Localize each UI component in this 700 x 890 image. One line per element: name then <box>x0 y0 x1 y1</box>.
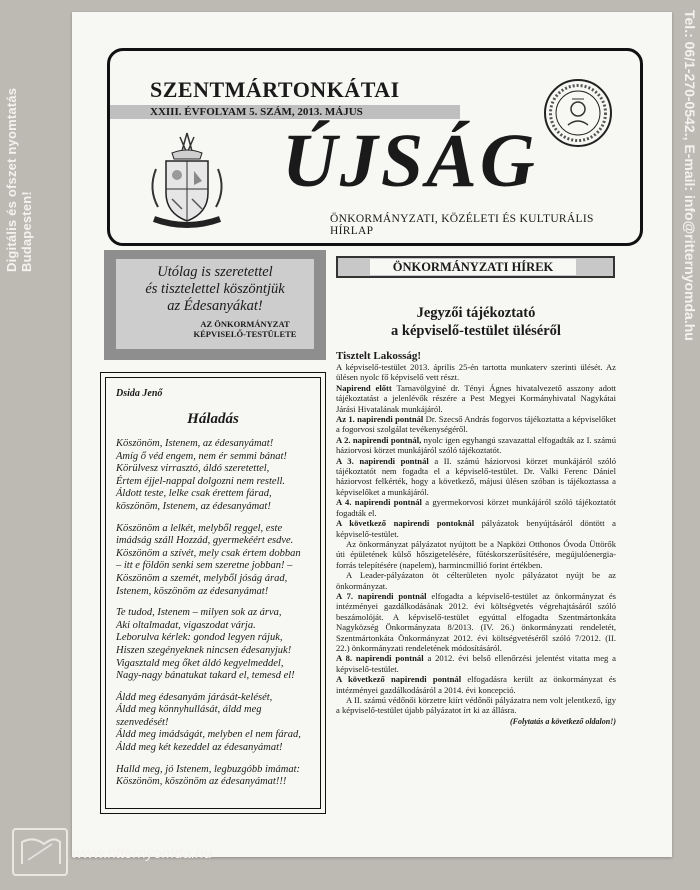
article-paragraph <box>336 414 616 435</box>
article-paragraph <box>336 362 616 383</box>
poem-inner <box>105 377 321 809</box>
section-title: ÖNKORMÁNYZATI HÍREK <box>370 259 576 275</box>
poem-line: Leborulva kérlek: gondod legyen rájuk, <box>116 632 283 644</box>
watermark-right-text: Tel.: 06/1-270-0542., E-mail: info@ritternyomda.hu <box>682 10 698 341</box>
paragraph-text: pályázatok benyújtásáról döntött a képviselő-testület. <box>336 518 616 539</box>
article-paragraph <box>336 518 616 539</box>
continued-note: (Folytatás a következő oldalon!) <box>510 716 616 726</box>
paragraph-lead: A 8. napirendi pontnál <box>336 653 424 664</box>
section-header <box>336 256 615 278</box>
paragraph-text: A II. számú védőnői körzetre kiírt védőnői pályázatra nem volt jelentkező, így a képviselő-testület újabb pályázatot írt ki az állásra. <box>336 695 616 716</box>
paragraph-text: Tarnavölgyiné dr. Tényi Ágnes hivatalvezető asszony adott tájékoztatást a jelenlévők részére a Pest Megyei Kormányhivatal Nagykátai Járási Hivatalának munkájáról. <box>336 382 616 414</box>
paragraph-text: nyolc igen egyhangú szavazattal elfogadták az I. számú háziorvosi körzet munkájáról szóló tájékoztatót. <box>336 434 616 456</box>
article-title <box>336 304 616 340</box>
article-title-line-2: a képviselő-testület üléséről <box>391 323 561 339</box>
poem-line: Köszönöm, Istenem, az édesanyámat! <box>116 438 274 449</box>
poem-line: Körülvesz virrasztó, áldó szeretettel, <box>116 463 270 475</box>
poem-line: Istenem, köszönöm az édesanyámat! <box>116 585 269 597</box>
paragraph-lead: A következő napirendi pontnál <box>336 674 462 685</box>
poem-line: köszönöm, Istenem, az édesanyámat! <box>116 500 271 512</box>
paragraph-text: a II. számú háziorvosi körzet munkájáról szóló tájékoztatót nem fogadta el a képviselő-testület. Dr. Valki Ferenc Dániel háziorvost felkérték, hogy a következő, májusi ülésen szóban is tájékoztassa a képviselőket a munkájáról. <box>336 455 617 497</box>
poem-author: Dsida Jenő <box>116 388 163 399</box>
article-paragraph <box>336 383 616 414</box>
poem-line: szenvedését! <box>116 716 169 728</box>
poem-title: Háladás <box>187 411 239 427</box>
masthead <box>107 48 643 246</box>
poem-stanza <box>116 438 310 514</box>
notice-inner <box>116 259 314 349</box>
paragraph-text: elfogadta a képviselő-testület az önkormányzat és intézményei gazdálkodásának 2012. évi költségvetés végrehajtásáról szóló beszámolóját. A képviselő-testület egyúttal elfogadta Szentmártonkáta Nagyközség Önkormányzata 8/2013. (IV. 26.) önkormányzati rendeletét, Szentmártonkáta Önkormányzat 2012. évi költségvetéséről szóló 7/2012. (II. 22.) önkormányzati rendeletének módosításáról. <box>336 590 616 653</box>
poem-line: Köszönöm, köszönöm az édesanyámat!!! <box>116 776 287 788</box>
issue-line: XXIII. ÉVFOLYAM 5. SZÁM, 2013. MÁJUS <box>110 105 460 119</box>
poem-box <box>100 372 326 814</box>
paragraph-lead: A 4. napirendi pontnál <box>336 497 422 508</box>
poem-stanza <box>116 692 310 755</box>
notice-signature-line: AZ ÖNKORMÁNYZAT <box>200 319 290 329</box>
poem-line: Halld meg, jó Istenem, legbuzgóbb imámat: <box>116 763 301 775</box>
poem-line: imádság száll Hozzád, gyermekéért esdve. <box>116 535 294 547</box>
article-paragraph <box>336 435 616 456</box>
article-paragraph <box>336 653 616 674</box>
paragraph-text: elfogadásra került az önkormányzat és intézményei gazdálkodásáról a 2014. évi koncepció. <box>336 674 616 695</box>
article-paragraph <box>336 674 616 695</box>
poem-line: – itt e földön senki sem szeretne jobban! – <box>116 560 293 572</box>
poem-line: Áldd meg imádságát, melyben el nem fárad, <box>116 729 301 741</box>
poem-line: Áldd meg könnyhullását, áldd meg <box>116 704 262 716</box>
poem-line: Köszönöm a lelkét, melyből reggel, este <box>116 522 283 534</box>
article-title-line-1: Jegyzői tájékoztató <box>416 305 536 321</box>
notice-signature <box>116 319 314 339</box>
poem-stanza <box>116 523 310 599</box>
watermark-left-text: Digitális és ofszet nyomtatás Budapesten! <box>4 87 34 272</box>
poem-line: Amíg ő véd engem, nem ér semmi bánat! <box>116 450 287 462</box>
poem-stanza <box>116 764 310 789</box>
watermark-url: www.ritternyomda.hu <box>72 845 213 862</box>
poem-line: Köszönöm a szemét, melyből jóság árad, <box>116 572 288 584</box>
printer-logo-icon <box>12 828 68 876</box>
seal-stamp-icon <box>542 77 614 149</box>
paragraph-text: Az önkormányzat pályázatot nyújtott be a Napközi Otthonos Óvoda Üttörők úti épületének külső hőszigetelésére, fűtéskorszerűsítésére, megújulóenergia-forrás telepítésére (napelem), harmincmillió forint értékben. <box>336 538 616 570</box>
masthead-subtitle: ÖNKORMÁNYZATI, KÖZÉLETI ÉS KULTURÁLIS HÍRLAP <box>330 213 594 237</box>
paragraph-text: a 2012. évi belső ellenőrzési jelentést vitatta meg a képviselő-testület. <box>336 653 616 674</box>
poem-stanza <box>116 607 310 683</box>
paragraph-lead: Az 1. napirendi pontnál <box>336 414 424 425</box>
notice-line: Utólag is szeretettel <box>157 264 273 280</box>
notice-line: az Édesanyákat! <box>167 298 263 314</box>
coat-of-arms-icon <box>142 129 232 233</box>
article-paragraph <box>336 591 616 653</box>
article-paragraph <box>336 539 616 570</box>
article-paragraph <box>336 456 616 498</box>
poem-line: Nagy-nagy bánatukat takard el, temesd el! <box>116 670 295 682</box>
paragraph-text: A Leader-pályázaton öt célterületen nyolc pályázatot nyújt be az önkormányzat. <box>336 570 616 591</box>
article-paragraph <box>336 570 616 591</box>
paragraph-lead: Napirend előtt <box>336 382 392 393</box>
article-paragraph <box>336 497 616 518</box>
poem-line: Értem éjjel-nappal dolgozni nem restell. <box>116 475 286 487</box>
article-greeting: Tisztelt Lakosság! <box>336 350 422 362</box>
mothers-day-notice <box>104 250 326 360</box>
poem-line: Te tudod, Istenem – milyen sok az árva, <box>116 607 282 619</box>
poem-line: Aki oltalmadat, vigaszodat várja. <box>116 619 256 631</box>
masthead-title: SZENTMÁRTONKÁTAI <box>150 77 400 102</box>
poem-line: Vigasztald meg őket áldó kegyelmeddel, <box>116 657 284 669</box>
paragraph-lead: A 3. napirendi pontnál <box>336 455 429 466</box>
poem-line: Áldd meg két kezeddel az édesanyámat! <box>116 742 283 754</box>
notice-line: és tisztelettel köszöntjük <box>145 281 285 297</box>
paragraph-text: A képviselő-testület 2013. április 25-én tartotta munkaterv szerinti ülését. Az ülésen nyolc fő képviselő vett részt. <box>336 362 616 383</box>
poem-line: Áldd meg édesanyám járását-kelését, <box>116 691 273 703</box>
newspaper-name: ÚJSÁG <box>282 119 538 203</box>
paragraph-text: Dr. Szecső András fogorvos tájékoztatta a képviselőket a fogorvosi szolgálat tevékenységéről. <box>336 414 616 435</box>
newspaper-page <box>72 12 672 857</box>
paragraph-text: a gyermekorvosi körzet munkájáról szóló tájékoztatót fogadták el. <box>336 497 617 518</box>
poem-line: Hiszen szegényeknek nincsen édesanyjuk! <box>116 644 292 656</box>
poem-line: Köszönöm a szívét, mely csak értem dobban <box>116 547 301 559</box>
article-body <box>336 350 616 726</box>
paragraph-lead: A 7. napirendi pontnál <box>336 590 427 601</box>
poem-stanzas <box>116 438 310 789</box>
poem-line: Áldott teste, lelke csak érettem fárad, <box>116 488 272 500</box>
article-paragraphs <box>336 362 616 716</box>
paragraph-lead: A következő napirendi pontoknál <box>336 518 475 529</box>
notice-signature-line: KÉPVISELŐ-TESTÜLETE <box>193 329 297 339</box>
paragraph-lead: A 2. napirendi pontnál, <box>336 434 422 445</box>
article-paragraph <box>336 695 616 716</box>
